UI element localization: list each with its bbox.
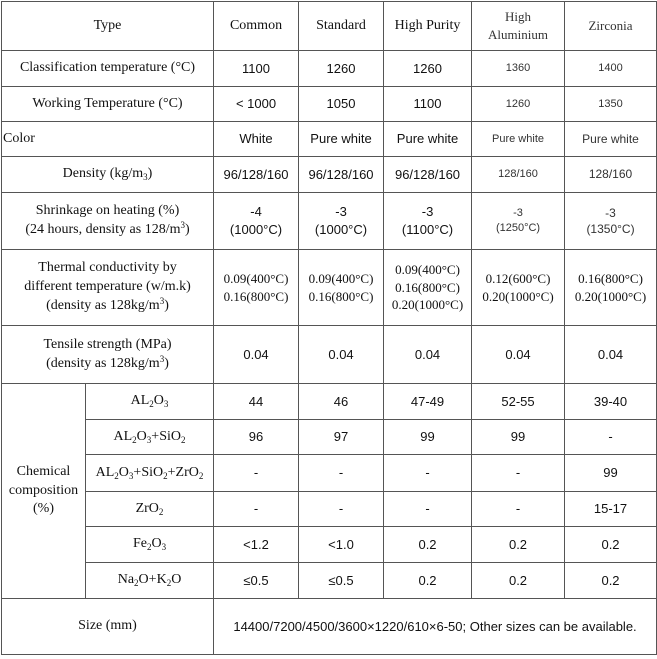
tensile-label-sup: 3 — [159, 353, 165, 364]
header-high-purity: High Purity — [384, 2, 472, 51]
chem-fe2o3-high-purity: 0.2 — [384, 527, 472, 563]
shrinkage-common — [214, 193, 299, 250]
chem-al2o3-high-purity: 47-49 — [384, 384, 472, 420]
thermal-standard-2: 0.16(800°C) — [308, 288, 374, 304]
shrinkage-high-aluminium — [472, 193, 565, 250]
color-high-aluminium: Pure white — [472, 122, 565, 157]
chem-zro2-common: - — [214, 492, 299, 527]
density-label-text: Density (kg/m — [62, 166, 144, 182]
header-zirconia: Zirconia — [565, 2, 657, 51]
thermal-high-purity-2: 0.16(800°C) — [395, 279, 460, 295]
shrinkage-high-purity-value: -3 — [421, 204, 434, 220]
shrinkage-label-end: ) — [185, 222, 190, 237]
header-standard: Standard — [299, 2, 384, 51]
classification-high-purity: 1260 — [384, 51, 472, 87]
chem-name-na2o-k2o: $Na_2O+K_2O$ — [86, 563, 214, 599]
chem-fe2o3-common: <1.2 — [214, 527, 299, 563]
color-label: Color — [2, 122, 214, 157]
thermal-zirconia — [565, 250, 657, 326]
shrinkage-high-aluminium-value: -3 — [513, 207, 523, 220]
tensile-label-end: ) — [164, 355, 169, 371]
chem-al2o3-standard: 46 — [299, 384, 384, 420]
density-label-sub: 3 — [143, 172, 148, 183]
shrinkage-zirconia — [565, 193, 657, 250]
chem-zro2-standard: - — [299, 492, 384, 527]
thermal-high-aluminium-2: 0.20(1000°C) — [482, 288, 554, 304]
working-high-aluminium: 1260 — [472, 87, 565, 122]
density-standard: 96/128/160 — [299, 157, 384, 193]
chem-name-al2o3: $AL_2O_3$ — [86, 384, 214, 420]
tensile-label-line1: Tensile strength (MPa) — [43, 336, 172, 352]
density-common: 96/128/160 — [214, 157, 299, 193]
chem-al2o3-sio2-high-purity: 99 — [384, 420, 472, 455]
chem-name-al2o3-sio2-zro2: $AL_2O_3+SiO_2+ZrO_2$ — [86, 455, 214, 492]
thermal-zirconia-2: 0.20(1000°C) — [574, 288, 647, 304]
header-high-aluminium — [472, 2, 565, 51]
shrinkage-zirconia-temp: (1350°C) — [586, 222, 635, 236]
chem-al2o3-sio2-standard: 97 — [299, 420, 384, 455]
chem-zro2-high-aluminium: - — [472, 492, 565, 527]
shrinkage-standard — [299, 193, 384, 250]
chem-fe2o3-high-aluminium: 0.2 — [472, 527, 565, 563]
chem-fe2o3-zirconia: 0.2 — [565, 527, 657, 563]
chem-zro2-high-purity: - — [384, 492, 472, 527]
size-label: Size (mm) — [2, 599, 214, 655]
thermal-high-purity-3: 0.20(1000°C) — [391, 297, 464, 313]
shrinkage-high-aluminium-temp: (1250°C) — [495, 222, 541, 234]
thermal-zirconia-1: 0.16(800°C) — [578, 270, 643, 286]
chemical-label-line1: Chemical — [16, 463, 71, 479]
tensile-label — [2, 326, 214, 384]
chem-al2o3-sio2-common: 96 — [214, 420, 299, 455]
header-row — [2, 2, 657, 51]
chemical-label — [2, 384, 86, 599]
color-common: White — [214, 122, 299, 157]
chem-na2o-k2o-zirconia: 0.2 — [565, 563, 657, 599]
thermal-common — [214, 250, 299, 326]
chem-na2o-k2o-standard: ≤0.5 — [299, 563, 384, 599]
shrinkage-zirconia-value: -3 — [605, 205, 616, 220]
header-common: Common — [214, 2, 299, 51]
chem-na2o-k2o-high-aluminium: 0.2 — [472, 563, 565, 599]
chem-row-fe2o3 — [2, 527, 657, 563]
color-row — [2, 122, 657, 157]
classification-label: Classification temperature (°C) — [2, 51, 214, 87]
working-zirconia: 1350 — [565, 87, 657, 122]
chem-zro2-zirconia: 15-17 — [565, 492, 657, 527]
chemical-label-line3: (%) — [33, 501, 54, 517]
tensile-label-line2 — [3, 355, 212, 374]
thermal-standard — [299, 250, 384, 326]
thermal-high-purity-1: 0.09(400°C) — [395, 262, 460, 278]
shrinkage-label-line2-text: (24 hours, density as 128/m — [25, 222, 181, 237]
chem-al2o3-sio2-zro2-zirconia: 99 — [565, 455, 657, 492]
thermal-row — [2, 250, 657, 326]
working-standard: 1050 — [299, 87, 384, 122]
chem-al2o3-high-aluminium: 52-55 — [472, 384, 565, 420]
density-row — [2, 157, 657, 193]
thermal-label-line3-text: (density as 128kg/m — [46, 297, 160, 313]
chem-al2o3-sio2-zirconia: - — [565, 420, 657, 455]
tensile-row — [2, 326, 657, 384]
shrinkage-label-sup: 3 — [180, 220, 185, 230]
density-high-aluminium: 128/160 — [472, 157, 565, 193]
thermal-label — [2, 250, 214, 326]
thermal-high-aluminium-1: 0.12(600°C) — [485, 270, 551, 286]
color-standard: Pure white — [299, 122, 384, 157]
chem-na2o-k2o-common: ≤0.5 — [214, 563, 299, 599]
chem-row-na2o-k2o — [2, 563, 657, 599]
thermal-label-line3 — [3, 297, 212, 316]
classification-common: 1100 — [214, 51, 299, 87]
chem-al2o3-sio2-zro2-high-purity: - — [384, 455, 472, 492]
chem-name-fe2o3: $Fe_2O_3$ — [86, 527, 214, 563]
shrinkage-standard-temp: (1000°C) — [314, 222, 368, 237]
tensile-zirconia: 0.04 — [565, 326, 657, 384]
tensile-common: 0.04 — [214, 326, 299, 384]
working-high-purity: 1100 — [384, 87, 472, 122]
working-label: Working Temperature (°C) — [2, 87, 214, 122]
chem-fe2o3-standard: <1.0 — [299, 527, 384, 563]
tensile-label-line2-text: (density as 128kg/m — [46, 355, 160, 371]
size-value: 14400/7200/4500/3600×1220/610×6-50; Other sizes can be available. — [214, 599, 657, 655]
chem-al2o3-common: 44 — [214, 384, 299, 420]
thermal-high-aluminium — [472, 250, 565, 326]
classification-standard: 1260 — [299, 51, 384, 87]
thermal-common-2: 0.16(800°C) — [223, 288, 289, 304]
size-row — [2, 599, 657, 655]
classification-high-aluminium: 1360 — [472, 51, 565, 87]
header-high-aluminium-line1: High — [505, 9, 532, 25]
thermal-high-purity — [384, 250, 472, 326]
thermal-label-sup: 3 — [159, 295, 165, 306]
density-label — [2, 157, 214, 193]
shrinkage-common-value: -4 — [250, 204, 262, 220]
shrinkage-label-line1: Shrinkage on heating (%) — [35, 203, 180, 219]
chem-al2o3-zirconia: 39-40 — [565, 384, 657, 420]
tensile-standard: 0.04 — [299, 326, 384, 384]
chem-row-zro2 — [2, 492, 657, 527]
color-high-purity: Pure white — [384, 122, 472, 157]
header-type: Type — [2, 2, 214, 51]
tensile-high-purity: 0.04 — [384, 326, 472, 384]
shrinkage-common-temp: (1000°C) — [229, 222, 283, 237]
density-high-purity: 96/128/160 — [384, 157, 472, 193]
specification-table — [1, 1, 657, 655]
density-zirconia: 128/160 — [565, 157, 657, 193]
chem-name-zro2: ZrO$_2$ — [86, 492, 214, 527]
shrinkage-high-purity-temp: (1100°C) — [401, 222, 454, 237]
thermal-common-1: 0.09(400°C) — [223, 270, 289, 286]
chemical-label-line2: composition — [8, 482, 79, 498]
thermal-label-line1: Thermal conductivity by — [38, 260, 177, 276]
thermal-label-line2: different temperature (w/m.k) — [24, 279, 191, 295]
chem-na2o-k2o-high-purity: 0.2 — [384, 563, 472, 599]
density-label-end: ) — [147, 166, 153, 182]
chem-row-al2o3-sio2-zro2 — [2, 455, 657, 492]
chem-name-al2o3-sio2: $AL_2O_3+SiO_2$ — [86, 420, 214, 455]
working-common: < 1000 — [214, 87, 299, 122]
shrinkage-label — [2, 193, 214, 250]
shrinkage-row — [2, 193, 657, 250]
chem-row-al2o3-sio2 — [2, 420, 657, 455]
color-zirconia: Pure white — [565, 122, 657, 157]
shrinkage-standard-value: -3 — [335, 204, 347, 220]
chem-row-al2o3 — [2, 384, 657, 420]
classification-zirconia: 1400 — [565, 51, 657, 87]
thermal-label-end: ) — [164, 297, 169, 313]
thermal-standard-1: 0.09(400°C) — [308, 270, 374, 286]
shrinkage-label-line2 — [3, 221, 212, 240]
classification-row — [2, 51, 657, 87]
chem-al2o3-sio2-high-aluminium: 99 — [472, 420, 565, 455]
chem-al2o3-sio2-zro2-common: - — [214, 455, 299, 492]
header-high-aluminium-line2: Aluminium — [488, 27, 548, 42]
chem-al2o3-sio2-zro2-standard: - — [299, 455, 384, 492]
working-row — [2, 87, 657, 122]
tensile-high-aluminium: 0.04 — [472, 326, 565, 384]
chem-al2o3-sio2-zro2-high-aluminium: - — [472, 455, 565, 492]
shrinkage-high-purity — [384, 193, 472, 250]
